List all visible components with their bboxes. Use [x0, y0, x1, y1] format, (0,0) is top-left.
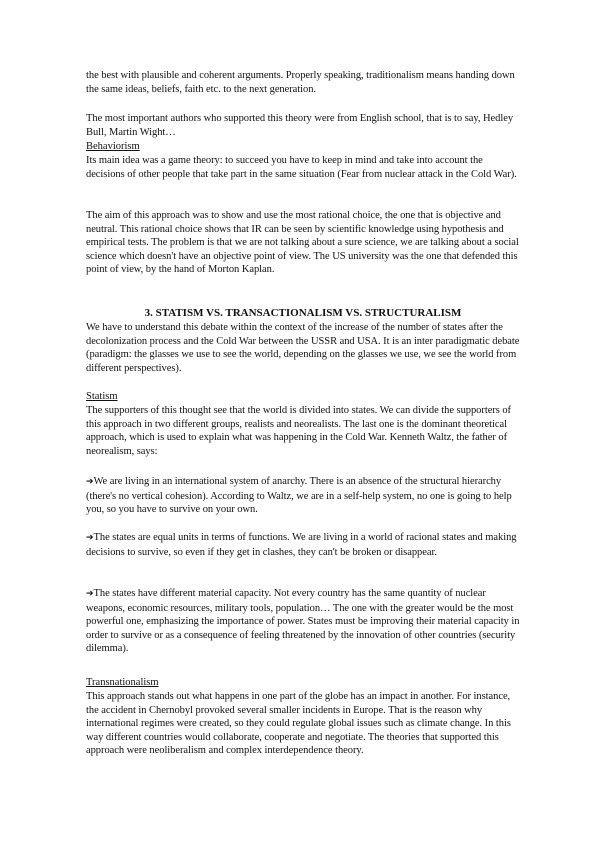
- heading-statism: Statism: [86, 391, 118, 402]
- arrow-icon: ➔: [86, 589, 94, 599]
- paragraph-english-school: The most important authors who supported this theory were from English school, that is to say, Hedley Bull, Martin Wight…: [86, 113, 514, 138]
- bullet-text: The states are equal units in terms of functions. We are living in a world of racional states and making decisions to survive, so even if they get in clashes, they can't be broken or disappear.: [86, 532, 517, 558]
- paragraph-interparadigmatic-debate: We have to understand this debate within the context of the increase of the number of states after the decolonization process and the Cold War between the USSR and USA. It is an inter paradigmatic debate (paradigm: the glasses we use to see the world, depending on the glasses we use, we see the world from different perspectives).: [86, 322, 520, 374]
- paragraph-rational-choice: The aim of this approach was to show and use the most rational choice, the one that is objective and neutral. This rational choice shows that IR can be seen by scientific knowledge using hypothesis and empirical tests. The problem is that we are not talking about a sure science, we are talking about a social science which doesn't have an objective point of view. The US university was the one that defended this point of view, by the hand of Morton Kaplan.: [86, 210, 519, 276]
- bullet-equal-units: [86, 531, 520, 559]
- bullet-anarchy: [86, 475, 520, 517]
- heading-behaviorism: Behaviorism: [86, 141, 140, 152]
- arrow-icon: ➔: [86, 477, 94, 487]
- paragraph-transnationalism: This approach stands out what happens in one part of the globe has an impact in another. For instance, the accident in Chernobyl provoked several smaller incidents in Europe. That is the reason why international regimes were created, so they could regulate global issues such as climate change. In this way different countries would collaborate, cooperate and negotiate. The theories that supported this approach were neoliberalism and complex interdependence theory.: [86, 691, 511, 757]
- arrow-icon: ➔: [86, 533, 94, 543]
- section-title: 3. STATISM VS. TRANSACTIONALISM VS. STRUCTURALISM: [144, 307, 462, 319]
- paragraph-game-theory: Its main idea was a game theory: to succeed you have to keep in mind and take into account the decisions of other people that take part in the same situation (Fear from nuclear attack in the Cold War).: [86, 155, 517, 180]
- paragraph-statism: The supporters of this thought see that the world is divided into states. We can divide the supporters of this approach in two different groups, realists and neorealists. The last one is the dominant theoretical approach, which is used to explain what was happening in the Cold War. Kenneth Waltz, the father of neorealism, says:: [86, 405, 512, 457]
- bullet-material-capacity: [86, 587, 520, 656]
- bullet-text: The states have different material capacity. Not every country has the same quantity of nuclear weapons, economic resources, military tools, population… The one with the greater would be the most powerful one, emphasizing the importance of power. States must be improving their material capacity in order to survive or as a consequence of feeling threatened by the innovation of other countries (security dilemma).: [86, 588, 520, 655]
- heading-transnationalism: Transnationalism: [86, 677, 159, 688]
- bullet-text: We are living in an international system of anarchy. There is an absence of the structural hierarchy (there's no vertical cohesion). According to Waltz, we are in a self-help system, no one is going to help you, so you have to survive on your own.: [86, 476, 512, 516]
- paragraph-traditionalism: the best with plausible and coherent arguments. Properly speaking, traditionalism means handing down the same ideas, beliefs, faith etc. to the next generation.: [86, 70, 515, 95]
